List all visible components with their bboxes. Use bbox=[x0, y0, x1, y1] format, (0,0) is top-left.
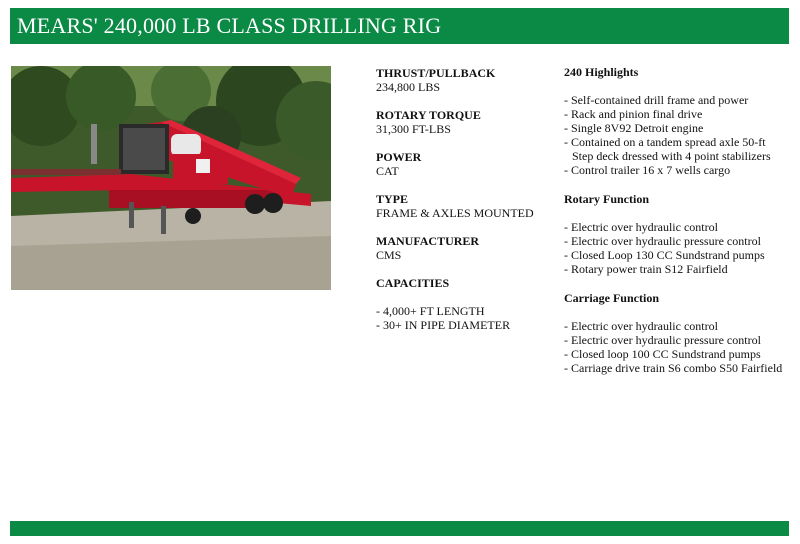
list-item: - Electric over hydraulic control bbox=[564, 220, 718, 234]
spec-label: TYPE bbox=[376, 192, 409, 206]
list-item: - Rotary power train S12 Fairfield bbox=[564, 262, 728, 276]
spec-label: CAPACITIES bbox=[376, 276, 450, 290]
page-title: MEARS' 240,000 LB CLASS DRILLING RIG bbox=[17, 13, 442, 38]
spec-capacities bbox=[376, 276, 556, 332]
list-item: - Electric over hydraulic control bbox=[564, 319, 718, 333]
section-title: 240 Highlights bbox=[564, 65, 639, 79]
section-title: Carriage Function bbox=[564, 291, 659, 305]
spec-value: 31,300 FT-LBS bbox=[376, 122, 451, 136]
list-item: - Rack and pinion final drive bbox=[564, 107, 703, 121]
list-item: - Closed loop 100 CC Sundstrand pumps bbox=[564, 347, 761, 361]
spec-label: THRUST/PULLBACK bbox=[376, 66, 496, 80]
capacity-list bbox=[376, 304, 556, 332]
list-item: - Closed Loop 130 CC Sundstrand pumps bbox=[564, 248, 765, 262]
section-title: Rotary Function bbox=[564, 192, 649, 206]
list-item: - Single 8V92 Detroit engine bbox=[564, 121, 704, 135]
section-carriage-function bbox=[564, 291, 786, 375]
list-item: - Carriage drive train S6 combo S50 Fairfield bbox=[564, 361, 783, 375]
page-header bbox=[10, 8, 789, 44]
list-item: - Contained on a tandem spread axle 50-ft Step deck dressed with 4 point stabilizers bbox=[564, 135, 771, 163]
spec-power bbox=[376, 150, 556, 178]
spec-value: FRAME & AXLES MOUNTED bbox=[376, 206, 534, 220]
list-item: - Self-contained drill frame and power bbox=[564, 93, 749, 107]
spec-label: MANUFACTURER bbox=[376, 234, 480, 248]
spec-label: POWER bbox=[376, 150, 422, 164]
list-item: - Electric over hydraulic pressure control bbox=[564, 333, 761, 347]
footer-bar bbox=[10, 521, 789, 536]
spec-type bbox=[376, 192, 556, 220]
list-item: - Control trailer 16 x 7 wells cargo bbox=[564, 163, 731, 177]
spec-thrust bbox=[376, 66, 556, 94]
list-item: - Electric over hydraulic pressure control bbox=[564, 234, 761, 248]
list-item: - 4,000+ FT LENGTH bbox=[376, 304, 485, 318]
spec-torque bbox=[376, 108, 556, 136]
section-rotary-function bbox=[564, 192, 786, 276]
drilling-rig-photo bbox=[11, 66, 331, 290]
feature-column bbox=[564, 65, 786, 390]
list-item: - 30+ IN PIPE DIAMETER bbox=[376, 318, 511, 332]
spec-manufacturer bbox=[376, 234, 556, 262]
spec-value: CAT bbox=[376, 164, 399, 178]
spec-value: CMS bbox=[376, 248, 402, 262]
spec-label: ROTARY TORQUE bbox=[376, 108, 481, 122]
section-highlights bbox=[564, 65, 786, 177]
spec-value: 234,800 LBS bbox=[376, 80, 441, 94]
spec-column bbox=[376, 66, 556, 346]
